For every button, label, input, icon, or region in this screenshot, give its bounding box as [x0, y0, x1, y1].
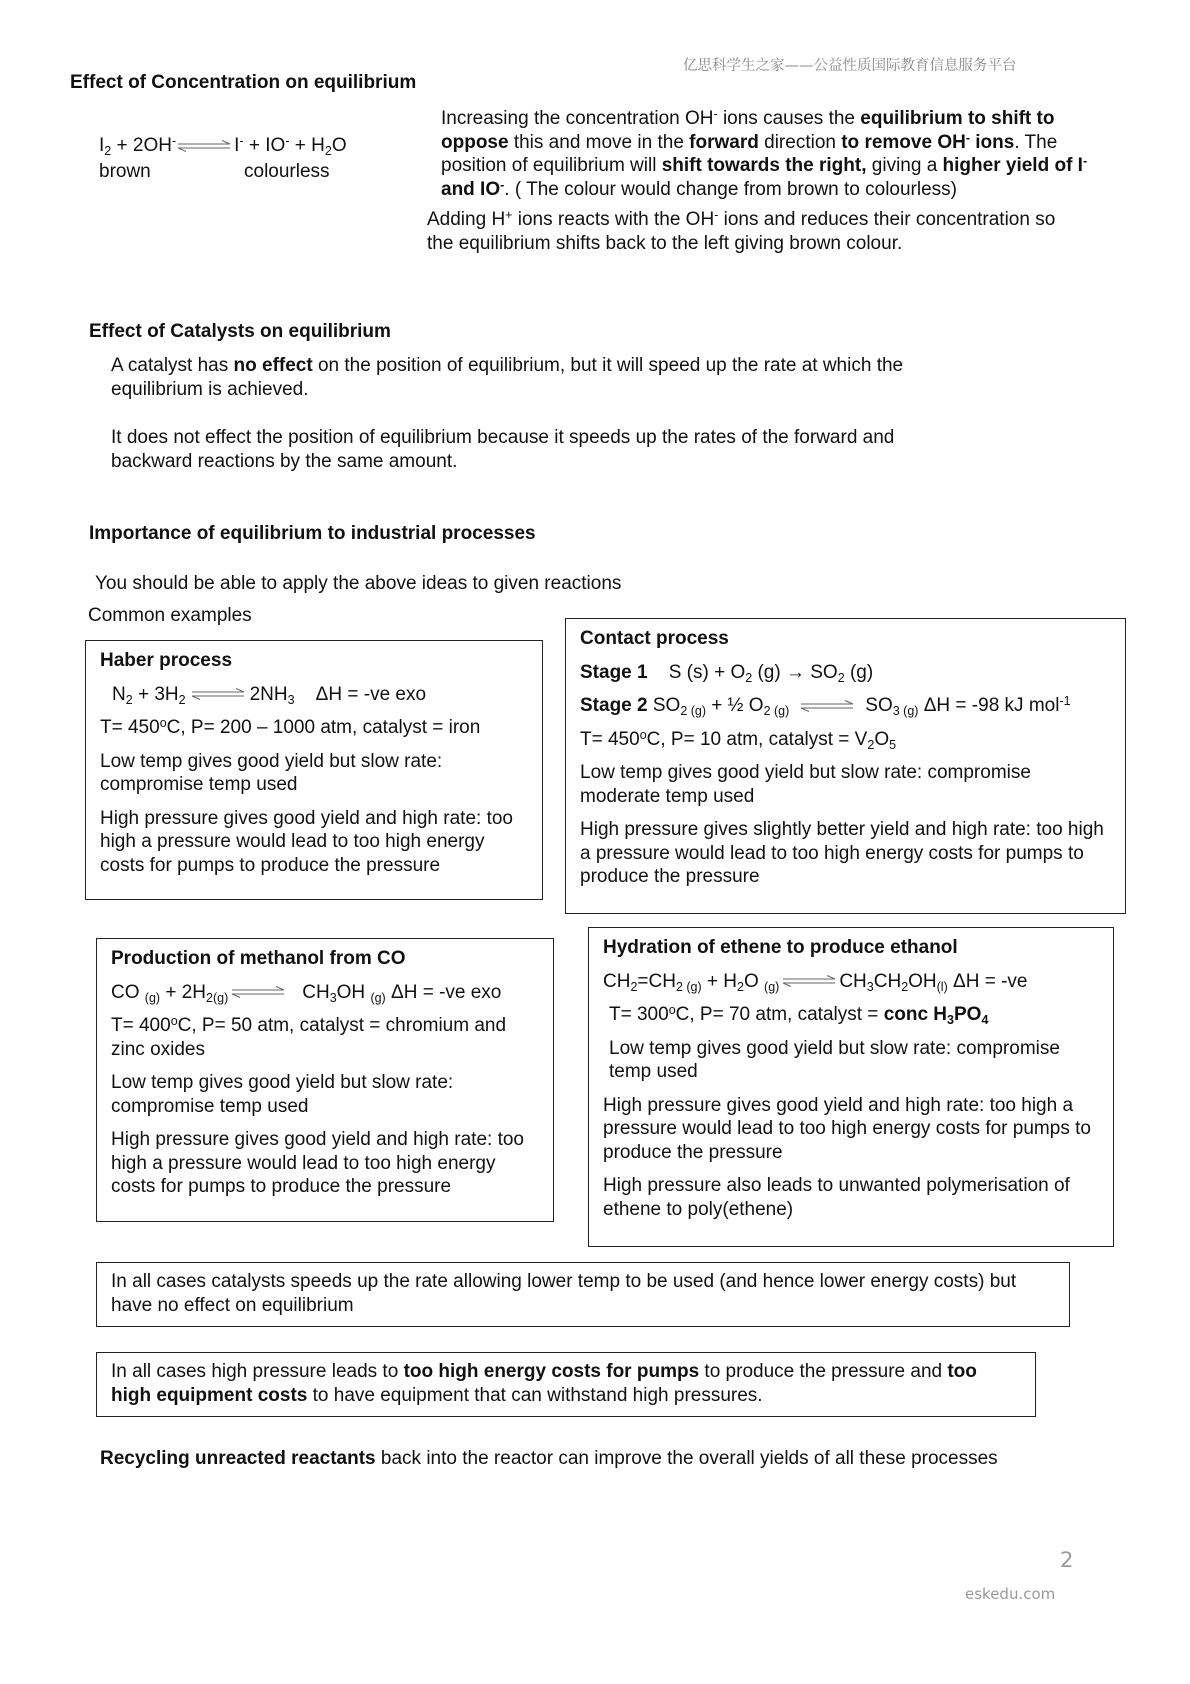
- contact-title: Contact process: [580, 628, 729, 649]
- ethanol-pressure: High pressure gives good yield and high rate: too high a pressure would lead to too high energy costs for pumps to produce the pressure: [603, 1094, 1091, 1163]
- contact-temp: Low temp gives good yield but slow rate: compromise moderate temp used: [580, 762, 1031, 807]
- haber-conditions: $T= 450^oC$, P= 200 – 1000 atm, catalyst = iron: [100, 716, 481, 738]
- equilibrium-arrow-icon: [174, 140, 234, 152]
- pressure-note-box: [96, 1352, 1036, 1417]
- haber-temp: Low temp gives good yield but slow rate: compromise temp used: [100, 750, 443, 795]
- catalyst-note-box: [96, 1262, 1070, 1327]
- ethanol-eq-right: $CH_3CH_2OH_{(l)}$ ΔH = -ve: [839, 970, 1028, 994]
- methanol-conditions: $T= 400^oC$, P= 50 atm, catalyst = chromium and zinc oxides: [111, 1014, 507, 1060]
- haber-eq-left: $N_2 + 3H_2$: [112, 683, 186, 707]
- industrial-common: Common examples: [88, 605, 252, 626]
- recycling-note: Recycling unreacted reactants back into the reactor can improve the overall yields of all these processes: [100, 1448, 998, 1469]
- concentration-title: Effect of Concentration on equilibrium: [70, 72, 417, 93]
- equilibrium-arrow-icon: [781, 975, 837, 987]
- methanol-title: Production of methanol from CO: [111, 948, 406, 969]
- iodine-equation: [99, 134, 347, 158]
- pressure-note: In all cases high pressure leads to too high energy costs for pumps to produce the pressure and too high equipment costs to have equipment that can withstand high pressures.: [111, 1361, 977, 1406]
- catalysts-para-1: A catalyst has no effect on the position of equilibrium, but it will speed up the rate at which the equilibrium is achieved.: [111, 355, 904, 400]
- footer-site: eskedu.com: [965, 1585, 1056, 1603]
- page-number: 2: [1060, 1548, 1074, 1572]
- haber-eq-right: $2NH_3$ ΔH = -ve exo: [249, 683, 427, 707]
- eq-left: $I_2 + 2OH^-$: [99, 134, 177, 158]
- industrial-title: Importance of equilibrium to industrial processes: [89, 523, 536, 544]
- contact-stage2: [580, 694, 1111, 718]
- haber-box: [85, 640, 543, 900]
- contact-stage1: Stage 1 S $(s) + O_2$ $(g) \to SO_2$ (g): [580, 661, 874, 685]
- contact-stage2-right: $SO_{3 (g)}$ ΔH = -98 kJ mol$^{-1}$: [865, 694, 1071, 718]
- methanol-eq-right: $CH_3OH$ $_{(g)}$ ΔH = -ve exo: [302, 981, 502, 1005]
- ethanol-temp: Low temp gives good yield but slow rate: compromise temp used: [609, 1037, 1060, 1082]
- methanol-pressure: High pressure gives good yield and high rate: too high a pressure would lead to too high energy costs for pumps to produce the pressure: [111, 1129, 524, 1197]
- catalyst-note: In all cases catalysts speeds up the rate allowing lower temp to be used (and hence lower energy costs) but have no effect on equilibrium: [111, 1271, 1017, 1316]
- contact-box: [565, 618, 1126, 914]
- concentration-para-1: Increasing the concentration OH- ions causes the equilibrium to shift to oppose this and move in the forward direction to remove OH- ions. The position of equilibrium will shift towards the right, giving a higher yield of I- and IO-. ( The colour would change from brown to colourless): [441, 107, 1088, 200]
- contact-stage2-left: Stage 2 $SO_{2 (g)}$ + ½ $O_{2 (g)}$: [580, 695, 790, 718]
- haber-pressure: High pressure gives good yield and high rate: too high a pressure would lead to too high energy costs for pumps to produce the pressure: [100, 807, 513, 876]
- eq-right: $I^- + IO^- + H_2O$: [234, 134, 347, 158]
- label-colourless: colourless: [244, 161, 330, 182]
- contact-pressure: High pressure gives slightly better yield and high rate: too high a pressure would lead to too high energy costs for pumps to produce the pressure: [580, 819, 1104, 887]
- concentration-para-2: Adding H+ ions reacts with the OH- ions and reduces their concentration so the equilibrium shifts back to the left giving brown colour.: [427, 208, 1056, 254]
- ethanol-equation: [603, 970, 1099, 994]
- catalysts-title: Effect of Catalysts on equilibrium: [89, 321, 391, 342]
- ethanol-polymer: High pressure also leads to unwanted polymerisation of ethene to poly(ethene): [603, 1175, 1070, 1220]
- methanol-eq-left: CO $_{(g)} + 2H_{2(g)}$: [111, 981, 229, 1005]
- industrial-intro: You should be able to apply the above ideas to given reactions: [95, 573, 622, 594]
- haber-title: Haber process: [100, 650, 233, 671]
- equilibrium-arrow-icon: [799, 700, 855, 712]
- methanol-temp: Low temp gives good yield but slow rate: compromise temp used: [111, 1072, 454, 1117]
- ethanol-box: [588, 927, 1114, 1247]
- header-site-cn: 亿思科学生之家——公益性质国际教育信息服务平台: [683, 58, 1017, 74]
- methanol-box: [96, 938, 554, 1222]
- methanol-equation: [111, 981, 539, 1005]
- haber-equation: [100, 683, 528, 707]
- equilibrium-arrow-icon: [190, 688, 246, 700]
- ethanol-eq-left: $CH_2=CH_{2 (g)} + H_2O$ $_{(g)}$: [603, 970, 780, 994]
- contact-conditions: $T= 450^oC$, P= 10 atm, catalyst = $V_2O_5$: [580, 727, 897, 752]
- ethanol-title: Hydration of ethene to produce ethanol: [603, 937, 958, 958]
- catalysts-para-2: It does not effect the position of equilibrium because it speeds up the rates of the forward and backward reactions by the same amount.: [111, 427, 895, 472]
- label-brown: brown: [99, 161, 151, 182]
- equilibrium-arrow-icon: [230, 986, 286, 998]
- ethanol-conditions: $T= 300^oC$, P= 70 atm, catalyst = conc $H_3PO_4$: [609, 1003, 989, 1027]
